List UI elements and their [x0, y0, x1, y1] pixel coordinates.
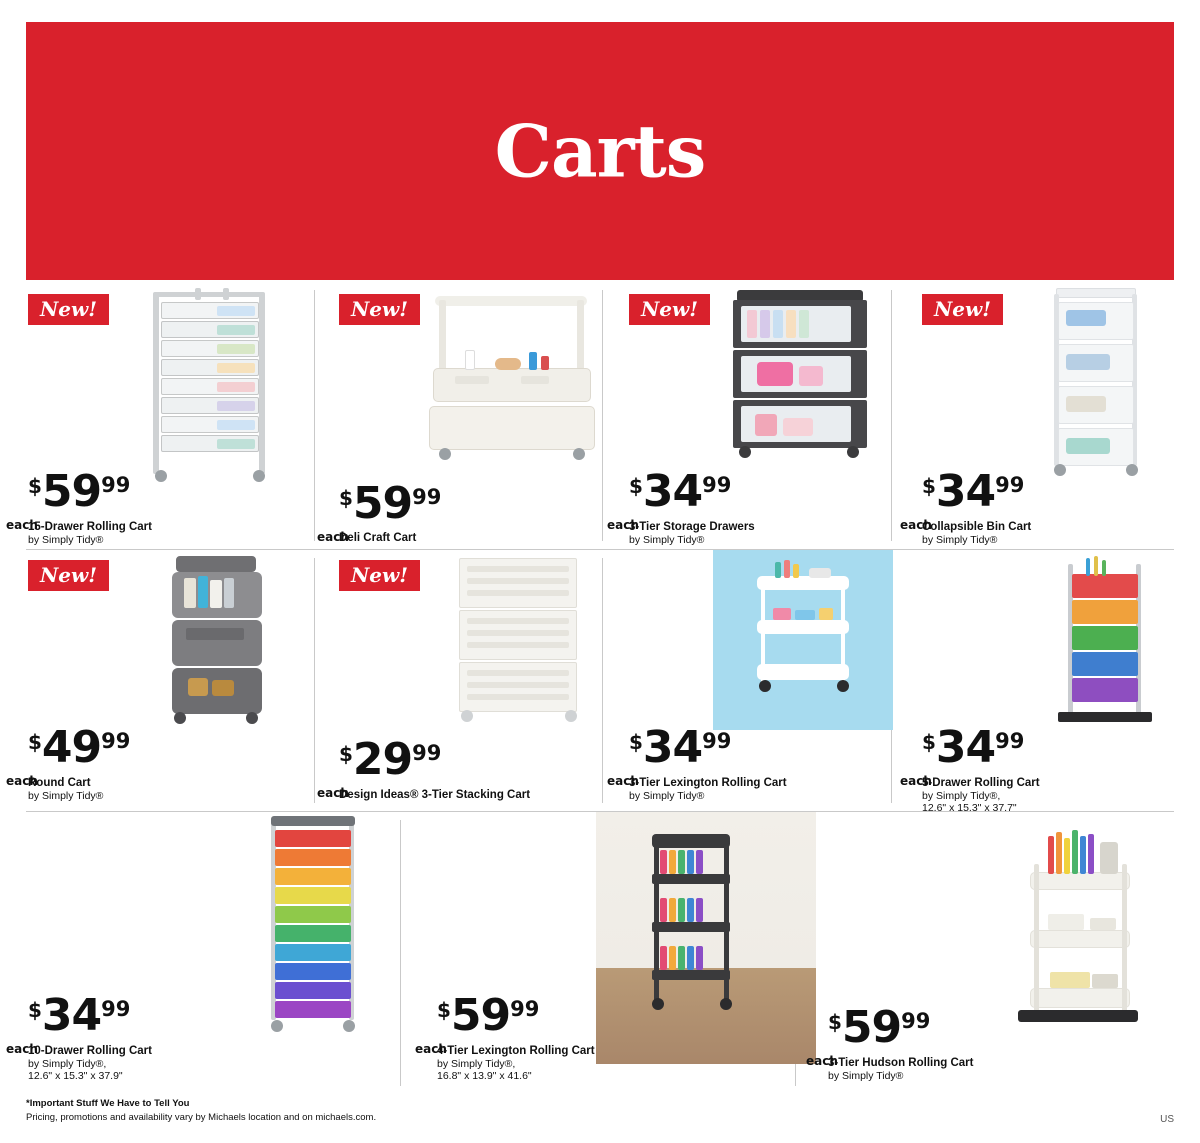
locale-label: US: [1160, 1114, 1174, 1125]
price-cents: 99: [412, 485, 442, 509]
price-currency: $: [629, 730, 643, 754]
price-cents: 99: [101, 997, 131, 1021]
product-brand: by Simply Tidy®: [28, 790, 104, 802]
price-whole: 34: [935, 466, 996, 517]
price-cents: 99: [702, 473, 732, 497]
new-badge: New!: [922, 294, 1003, 325]
product-brand: by Simply Tidy®,: [437, 1058, 516, 1070]
price-cents: 99: [995, 473, 1025, 497]
product-name: 3-Tier Lexington Rolling Cart: [629, 777, 787, 789]
price-whole: 34: [41, 990, 102, 1041]
product-image-3-tier-lexington-rolling-cart: [713, 550, 893, 730]
price-unit: each: [607, 774, 639, 788]
product-brand: by Simply Tidy®: [922, 534, 998, 546]
new-badge: New!: [28, 560, 109, 591]
product-dimensions: 12.6" x 15.3" x 37.9": [28, 1070, 123, 1082]
price-unit: each: [317, 786, 349, 800]
price-currency: $: [629, 474, 643, 498]
product-name: 3-Tier Hudson Rolling Cart: [828, 1057, 974, 1069]
price-cents: 99: [101, 729, 131, 753]
product-dimensions: 16.8" x 13.9" x 41.6": [437, 1070, 532, 1082]
product-image-10-drawer-rolling-cart: [241, 814, 401, 1044]
price-cents: 99: [702, 729, 732, 753]
product-image-3-tier-hudson-rolling-cart: [996, 814, 1176, 1064]
new-badge: New!: [629, 294, 710, 325]
price-cents: 99: [995, 729, 1025, 753]
price-whole: 34: [642, 722, 703, 773]
product-image-round-cart: [146, 554, 306, 754]
price-whole: 29: [352, 734, 413, 785]
price-currency: $: [339, 742, 353, 766]
price-cents: 99: [101, 473, 131, 497]
product-card-5-drawer-rolling-cart[interactable]: [892, 550, 1174, 814]
product-brand: by Simply Tidy®: [28, 534, 104, 546]
price-currency: $: [28, 474, 42, 498]
product-name: 15-Drawer Rolling Cart: [28, 521, 152, 533]
product-card-3-tier-storage-drawers[interactable]: [603, 282, 892, 549]
price-currency: $: [922, 730, 936, 754]
product-name: 4-Tier Lexington Rolling Cart: [437, 1045, 595, 1057]
product-card-round-cart[interactable]: [6, 550, 315, 811]
price-unit: each: [6, 774, 38, 788]
product-brand: by Simply Tidy®: [828, 1070, 904, 1082]
product-name: Deli Craft Cart: [339, 532, 417, 544]
price-whole: 59: [841, 1002, 902, 1053]
product-row-1: [6, 282, 1174, 550]
page-title: Carts: [494, 108, 706, 194]
product-brand: by Simply Tidy®: [629, 790, 705, 802]
product-card-10-drawer-rolling-cart[interactable]: [6, 812, 401, 1094]
product-card-deli-craft-cart[interactable]: [315, 282, 603, 549]
price-currency: $: [28, 730, 42, 754]
price-currency: $: [28, 998, 42, 1022]
price-unit: each: [806, 1054, 838, 1068]
price-currency: $: [437, 998, 451, 1022]
price-cents: 99: [510, 997, 540, 1021]
price-unit: each: [607, 518, 639, 532]
product-row-2: [6, 550, 1174, 814]
product-name: Design Ideas® 3-Tier Stacking Cart: [339, 789, 531, 801]
product-name: Collapsible Bin Cart: [922, 521, 1032, 533]
price-currency: $: [339, 486, 353, 510]
price-unit: each: [6, 1042, 38, 1056]
product-name: 3-Tier Storage Drawers: [629, 521, 755, 533]
price-whole: 59: [41, 466, 102, 517]
product-row-3: [6, 812, 1174, 1094]
product-dimensions: 12.6" x 15.3" x 37.7": [922, 802, 1017, 814]
new-badge: New!: [339, 294, 420, 325]
product-card-3-tier-hudson-rolling-cart[interactable]: [796, 812, 1174, 1094]
new-badge: New!: [28, 294, 109, 325]
price-whole: 59: [352, 478, 413, 529]
product-card-3-tier-lexington-rolling-cart[interactable]: [603, 550, 892, 811]
product-card-15-drawer-rolling-cart[interactable]: [6, 282, 315, 549]
product-image-3-tier-storage-drawers: [727, 286, 887, 476]
price-currency: $: [922, 474, 936, 498]
price-unit: each: [317, 530, 349, 544]
price-unit: each: [6, 518, 38, 532]
product-image-4-tier-lexington-rolling-cart: [596, 812, 816, 1064]
product-card-4-tier-lexington-rolling-cart[interactable]: [401, 812, 796, 1094]
product-image-collapsible-bin-cart: [1032, 284, 1182, 484]
product-card-design-ideas-3-tier-stacking-cart[interactable]: [315, 550, 603, 811]
price-whole: 34: [935, 722, 996, 773]
footer-line-2: Pricing, promotions and availability vary by Michaels location and on michaels.com.: [26, 1112, 377, 1124]
price-whole: 34: [642, 466, 703, 517]
price-unit: each: [415, 1042, 447, 1056]
footer-line-1: *Important Stuff We Have to Tell You: [26, 1098, 190, 1110]
product-brand: by Simply Tidy®,: [28, 1058, 107, 1070]
product-image-15-drawer-rolling-cart: [131, 288, 301, 488]
product-image-5-drawer-rolling-cart: [1042, 554, 1182, 754]
price-whole: 49: [41, 722, 102, 773]
product-brand: by Simply Tidy®,: [922, 790, 1001, 802]
product-image-deli-craft-cart: [425, 290, 605, 490]
product-image-design-ideas-3-tier-stacking-cart: [439, 554, 609, 744]
product-brand: by Simply Tidy®: [629, 534, 705, 546]
legal-footer: [26, 1097, 376, 1125]
product-name: Round Cart: [28, 777, 91, 789]
product-name: 5-Drawer Rolling Cart: [922, 777, 1040, 789]
price-cents: 99: [412, 741, 442, 765]
price-unit: each: [900, 774, 932, 788]
price-whole: 59: [450, 990, 511, 1041]
price-currency: $: [828, 1010, 842, 1034]
product-name: 10-Drawer Rolling Cart: [28, 1045, 152, 1057]
page-banner: [26, 22, 1174, 280]
new-badge: New!: [339, 560, 420, 591]
price-cents: 99: [901, 1009, 931, 1033]
price-unit: each: [900, 518, 932, 532]
product-card-collapsible-bin-cart[interactable]: [892, 282, 1174, 549]
